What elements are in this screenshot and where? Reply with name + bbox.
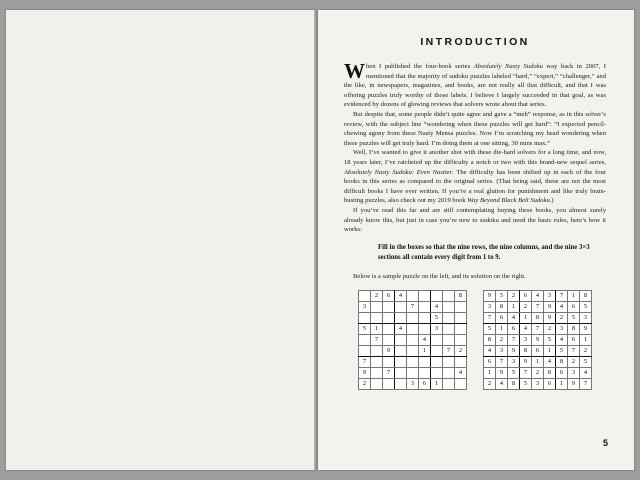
puzzle-cell	[395, 379, 407, 390]
puzzle-cell	[407, 368, 419, 379]
solution-cell: 1	[484, 368, 496, 379]
solution-cell: 5	[508, 368, 520, 379]
solution-cell: 4	[532, 291, 544, 302]
solution-cell: 2	[556, 313, 568, 324]
book-title-way-beyond-black-belt: Way Beyond Black Belt Sudoku	[467, 197, 550, 205]
solution-row	[484, 291, 592, 302]
puzzle-cell	[455, 335, 467, 346]
solution-cell: 5	[484, 324, 496, 335]
puzzle-cell	[371, 357, 383, 368]
solution-cell: 2	[520, 302, 532, 313]
puzzle-cell	[419, 313, 431, 324]
puzzle-cell: 4	[395, 291, 407, 302]
puzzle-cell: 9	[359, 368, 371, 379]
solution-cell: 6	[568, 302, 580, 313]
solution-cell: 5	[580, 302, 592, 313]
solution-cell: 3	[484, 302, 496, 313]
solution-cell: 4	[520, 324, 532, 335]
drop-cap: W	[344, 59, 365, 83]
puzzle-cell: 1	[431, 379, 443, 390]
solution-cell: 3	[580, 313, 592, 324]
solution-cell: 8	[568, 324, 580, 335]
solution-cell: 4	[496, 379, 508, 390]
solution-row	[484, 379, 592, 390]
puzzle-cell: 5	[359, 324, 371, 335]
sudoku-puzzle-grid	[358, 290, 467, 390]
solution-cell: 9	[568, 379, 580, 390]
solution-cell: 5	[496, 291, 508, 302]
solution-cell: 4	[556, 302, 568, 313]
puzzle-cell	[443, 335, 455, 346]
puzzle-row	[359, 379, 467, 390]
book-title-absolutely-nasty-sudoku: Absolutely Nasty Sudoku	[473, 63, 543, 70]
solution-cell: 9	[496, 368, 508, 379]
solution-cell: 2	[532, 368, 544, 379]
solution-cell: 5	[520, 379, 532, 390]
solution-cell: 3	[544, 291, 556, 302]
paragraph-1-lead: hen I published the four-book series	[366, 63, 474, 70]
solution-cell: 1	[580, 335, 592, 346]
puzzle-cell	[395, 368, 407, 379]
page-content	[344, 36, 606, 390]
page-number: 5	[602, 438, 608, 448]
solution-cell: 7	[496, 357, 508, 368]
solution-cell: 6	[568, 335, 580, 346]
solution-cell: 4	[484, 346, 496, 357]
puzzle-cell	[383, 379, 395, 390]
puzzle-cell	[407, 324, 419, 335]
solution-cell: 3	[568, 368, 580, 379]
solution-cell: 7	[484, 313, 496, 324]
solution-cell: 2	[568, 357, 580, 368]
solution-cell: 2	[508, 291, 520, 302]
puzzle-cell	[407, 346, 419, 357]
puzzle-cell: 2	[359, 379, 371, 390]
solution-row	[484, 313, 592, 324]
puzzle-cell	[383, 335, 395, 346]
solution-cell: 6	[484, 357, 496, 368]
puzzle-cell	[383, 302, 395, 313]
solution-cell: 4	[544, 357, 556, 368]
puzzle-cell: 1	[371, 324, 383, 335]
puzzle-cell: 1	[419, 346, 431, 357]
puzzle-cell: 7	[383, 368, 395, 379]
puzzle-cell	[443, 302, 455, 313]
solution-cell: 8	[556, 357, 568, 368]
solution-cell: 1	[556, 379, 568, 390]
solution-row	[484, 357, 592, 368]
solution-cell: 3	[556, 324, 568, 335]
puzzle-cell	[371, 313, 383, 324]
solution-cell: 9	[580, 324, 592, 335]
solution-cell: 8	[508, 379, 520, 390]
solution-cell: 5	[580, 357, 592, 368]
puzzle-cell	[395, 313, 407, 324]
puzzle-cell	[395, 357, 407, 368]
solution-cell: 9	[520, 357, 532, 368]
puzzle-cell	[443, 379, 455, 390]
puzzle-cell	[359, 291, 371, 302]
solution-cell: 8	[520, 346, 532, 357]
book-title-even-nastier: Absolutely Nasty Sudoku: Even Nastier	[344, 168, 453, 176]
puzzle-cell	[383, 357, 395, 368]
puzzle-cell: 3	[431, 324, 443, 335]
puzzle-row	[359, 313, 467, 324]
puzzle-cell: 2	[455, 346, 467, 357]
solution-cell: 1	[532, 357, 544, 368]
puzzle-cell	[371, 379, 383, 390]
puzzle-cell	[443, 357, 455, 368]
solution-cell: 1	[520, 313, 532, 324]
solution-cell: 5	[556, 346, 568, 357]
puzzle-row	[359, 357, 467, 368]
paragraph-1-rest: way back in 2007, I mentioned that the majority of sudoku puzzles labeled “hard,” “expert,” “challenger,” and the like, in newspapers, magazines, and books, are not really all that difficult, and that I was offering puzzles truly worthy of those labels. I believe I largely succeeded in that goal, as was evidenced by dozens of glowing reviews that solvers wrote about that series.	[344, 63, 606, 109]
solution-cell: 3	[532, 379, 544, 390]
puzzle-cell	[407, 357, 419, 368]
solution-cell: 2	[544, 324, 556, 335]
solution-cell: 6	[508, 324, 520, 335]
puzzle-cell	[407, 291, 419, 302]
solution-cell: 9	[532, 335, 544, 346]
puzzle-cell: 4	[395, 324, 407, 335]
solution-cell: 1	[496, 324, 508, 335]
puzzle-cell	[383, 313, 395, 324]
puzzle-row	[359, 346, 467, 357]
solution-cell: 1	[568, 291, 580, 302]
puzzle-cell: 3	[407, 379, 419, 390]
puzzle-cell	[455, 324, 467, 335]
puzzle-cell	[443, 291, 455, 302]
puzzle-row	[359, 335, 467, 346]
solution-cell: 9	[484, 291, 496, 302]
puzzle-cell	[419, 324, 431, 335]
rules-callout	[344, 243, 606, 263]
solution-cell: 7	[556, 291, 568, 302]
solution-cell: 7	[532, 302, 544, 313]
paragraph-3-run-1: Well, I’ve wanted to give it another shot with these die-hard solvers for a long time, and now, 18 years later, I’ve ratcheted up the difficulty a notch or two with this brand-new sequel series,	[344, 149, 606, 166]
puzzle-cell: 2	[371, 291, 383, 302]
page-verso-blank	[6, 10, 316, 470]
solution-cell: 7	[520, 368, 532, 379]
solution-cell: 6	[520, 291, 532, 302]
puzzle-cell: 6	[419, 379, 431, 390]
solution-cell: 7	[508, 335, 520, 346]
solution-row	[484, 368, 592, 379]
solution-cell: 4	[556, 335, 568, 346]
puzzle-cell	[371, 368, 383, 379]
puzzle-cell	[359, 313, 371, 324]
paragraph-4: If you’ve read this far and are still contemplating buying these books, you almost surely already know this, but just in case you’re new to sudoku and need the basic rules, here’s how it works:	[344, 206, 606, 234]
puzzle-cell	[455, 313, 467, 324]
puzzle-cell: 7	[443, 346, 455, 357]
puzzle-cell: 5	[431, 313, 443, 324]
page-recto	[318, 10, 634, 470]
puzzle-cell	[371, 302, 383, 313]
solution-cell: 4	[508, 313, 520, 324]
puzzle-cell	[431, 357, 443, 368]
solution-cell: 3	[496, 346, 508, 357]
sudoku-solution-grid	[483, 290, 592, 390]
puzzle-cell	[359, 346, 371, 357]
solution-row	[484, 302, 592, 313]
puzzle-cell	[431, 346, 443, 357]
puzzle-cell	[395, 346, 407, 357]
puzzle-row	[359, 291, 467, 302]
solution-cell: 3	[520, 335, 532, 346]
paragraph-3-run-5: .)	[549, 197, 554, 205]
solution-cell: 6	[532, 346, 544, 357]
puzzle-cell	[443, 313, 455, 324]
puzzle-cell	[395, 335, 407, 346]
puzzle-cell	[407, 313, 419, 324]
puzzle-cell: 4	[431, 302, 443, 313]
puzzle-cell: 8	[455, 291, 467, 302]
solution-cell: 6	[544, 379, 556, 390]
puzzle-cell	[443, 324, 455, 335]
puzzle-cell	[455, 302, 467, 313]
solution-cell: 4	[580, 368, 592, 379]
solution-cell: 8	[544, 368, 556, 379]
puzzle-cell	[407, 335, 419, 346]
puzzle-cell	[359, 335, 371, 346]
puzzle-cell: 4	[455, 368, 467, 379]
solution-cell: 8	[496, 302, 508, 313]
solution-cell: 9	[544, 302, 556, 313]
puzzle-cell	[419, 302, 431, 313]
solution-row	[484, 335, 592, 346]
solution-cell: 7	[568, 346, 580, 357]
solution-cell: 6	[496, 313, 508, 324]
sample-grids	[344, 290, 606, 390]
puzzle-cell	[455, 357, 467, 368]
puzzle-cell	[431, 291, 443, 302]
solution-row	[484, 324, 592, 335]
page-title: INTRODUCTION	[420, 36, 530, 48]
puzzle-cell	[419, 357, 431, 368]
puzzle-cell	[383, 324, 395, 335]
sample-caption: Below is a sample puzzle on the left, and its solution on the right.	[353, 272, 526, 280]
solution-cell: 1	[508, 302, 520, 313]
puzzle-cell: 4	[419, 335, 431, 346]
puzzle-cell	[431, 368, 443, 379]
solution-cell: 5	[544, 335, 556, 346]
puzzle-cell: 7	[407, 302, 419, 313]
solution-cell: 2	[580, 346, 592, 357]
solution-cell: 7	[580, 379, 592, 390]
puzzle-cell: 7	[371, 335, 383, 346]
puzzle-cell: 6	[383, 291, 395, 302]
solution-cell: 2	[484, 379, 496, 390]
solution-cell: 8	[484, 335, 496, 346]
solution-cell: 9	[544, 313, 556, 324]
solution-cell: 2	[496, 335, 508, 346]
puzzle-row	[359, 302, 467, 313]
paragraph-2: But despite that, some people didn’t quite agree and gave a “meh” response, as in this solver’s review, with the subject line “wondering when these puzzles will get hard”: “I expected pencil-chewing agony from these Nasty Mensa puzzles. Now I’m scratching my head wondering when these puzzles will get truly hard. I’m doing them at one sitting, 30 mins max.”	[344, 110, 606, 147]
puzzle-cell: 9	[383, 346, 395, 357]
solution-cell: 7	[532, 324, 544, 335]
solution-cell: 6	[556, 368, 568, 379]
puzzle-cell: 3	[359, 302, 371, 313]
puzzle-cell	[419, 291, 431, 302]
puzzle-row	[359, 368, 467, 379]
rules-text: Fill in the boxes so that the nine rows, the nine columns, and the nine 3×3 sections all contain every digit from 1 to 9.	[378, 243, 590, 261]
puzzle-cell	[455, 379, 467, 390]
solution-cell: 5	[568, 313, 580, 324]
puzzle-cell: 7	[359, 357, 371, 368]
solution-row	[484, 346, 592, 357]
solution-cell: 9	[508, 346, 520, 357]
solution-cell: 3	[508, 357, 520, 368]
paragraph-1	[344, 59, 606, 110]
paragraph-3-run-3: . The difficulty has been shifted up in each of the four books in this series as compared to the original series. (That being said, these are not the most difficult books I have ever written. If you’re a real glutton for punishment and like truly brain-busting puzzles, also check out my 2019 book	[344, 168, 606, 205]
puzzle-row	[359, 324, 467, 335]
solution-cell: 8	[532, 313, 544, 324]
puzzle-cell	[443, 368, 455, 379]
paragraph-3	[344, 148, 606, 206]
puzzle-cell	[419, 368, 431, 379]
solution-cell: 8	[580, 291, 592, 302]
puzzle-cell	[395, 302, 407, 313]
puzzle-cell	[431, 335, 443, 346]
puzzle-cell	[371, 346, 383, 357]
solution-cell: 1	[544, 346, 556, 357]
